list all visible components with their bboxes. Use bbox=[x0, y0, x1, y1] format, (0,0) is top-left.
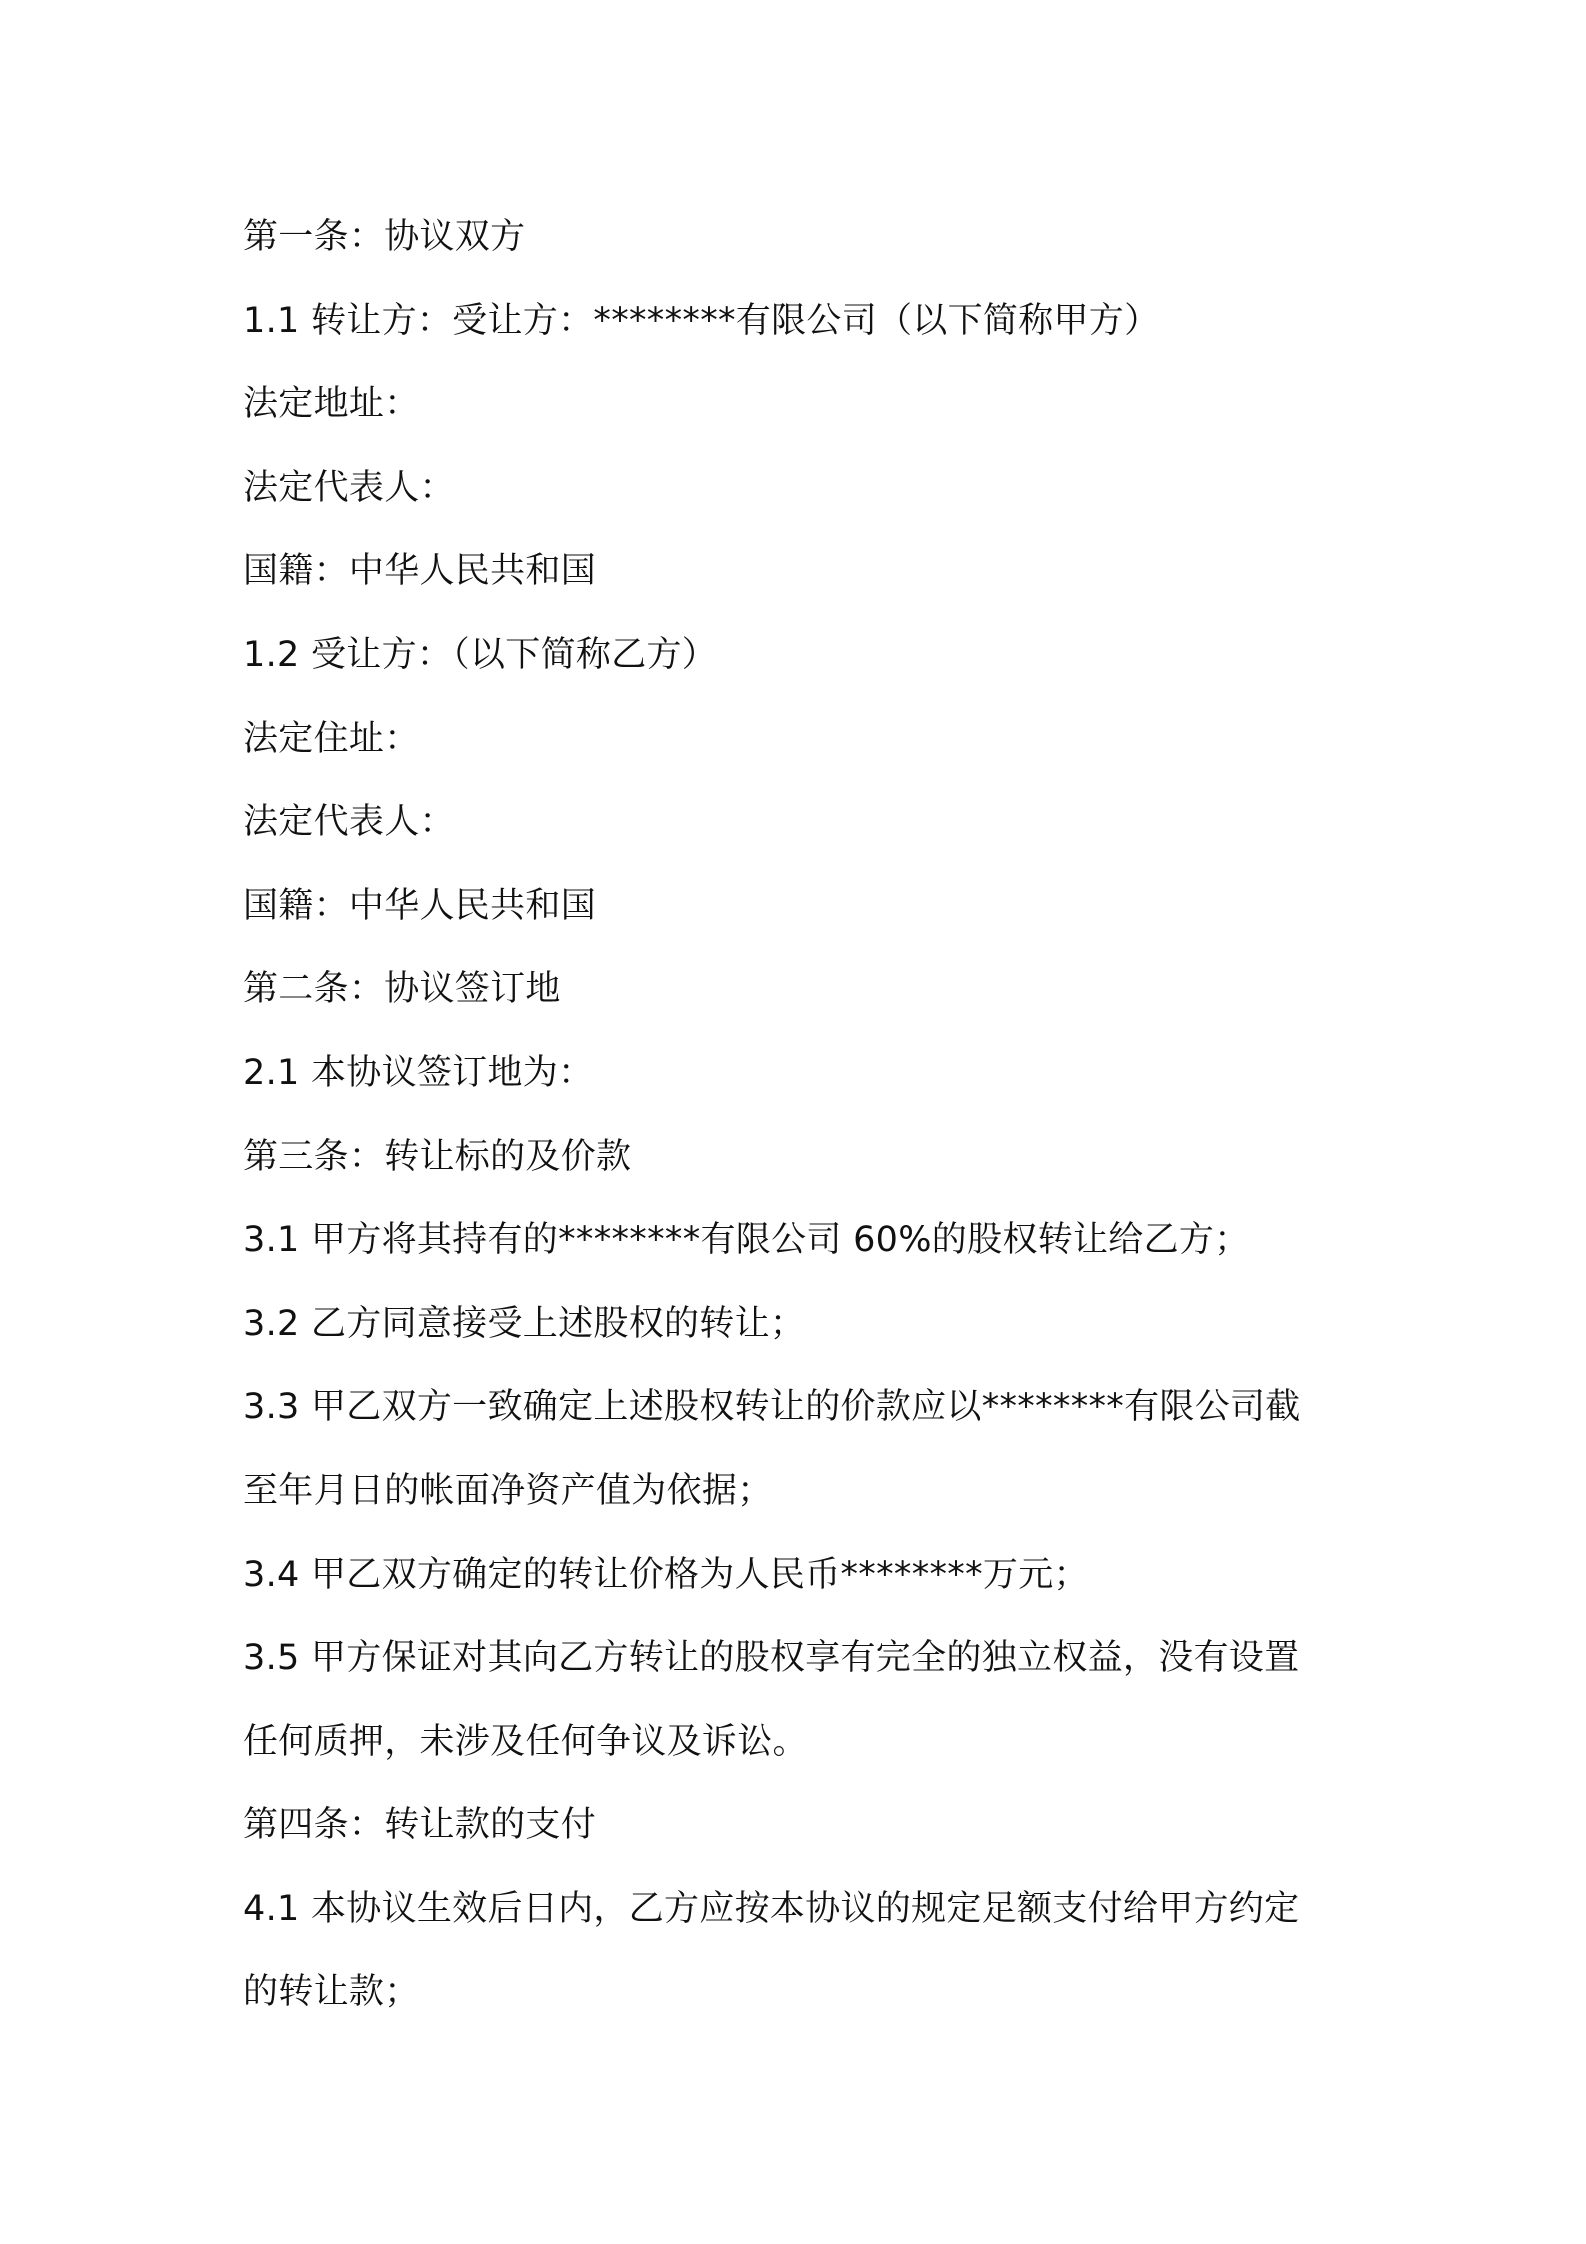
section-heading-3: 第三条：转让标的及价款 bbox=[243, 1136, 632, 1177]
clause-3-5-line-1: 3.5 甲方保证对其向乙方转让的股权享有完全的独立权益，没有设置 bbox=[243, 1638, 1300, 1679]
clause-1-1: 1.1 转让方：受让方：********有限公司（以下简称甲方） bbox=[243, 300, 1160, 341]
document-body bbox=[243, 196, 1363, 2035]
clause-3-3-line-2: 至年月日的帐面净资产值为依据； bbox=[243, 1470, 773, 1511]
section-heading-2: 第二条：协议签订地 bbox=[243, 969, 561, 1010]
field-nationality-a: 国籍：中华人民共和国 bbox=[243, 551, 597, 592]
field-legal-residence: 法定住址： bbox=[243, 718, 420, 759]
clause-1-2: 1.2 受让方：（以下简称乙方） bbox=[243, 634, 718, 675]
clause-4-1-line-1: 4.1 本协议生效后日内，乙方应按本协议的规定足额支付给甲方约定 bbox=[243, 1888, 1300, 1929]
field-legal-representative-b: 法定代表人： bbox=[243, 802, 455, 843]
clause-3-5-line-2: 任何质押，未涉及任何争议及诉讼。 bbox=[243, 1721, 808, 1762]
section-heading-4: 第四条：转让款的支付 bbox=[243, 1805, 597, 1846]
field-legal-representative-a: 法定代表人： bbox=[243, 467, 455, 508]
field-nationality-b: 国籍：中华人民共和国 bbox=[243, 885, 597, 926]
clause-3-3-line-1: 3.3 甲乙双方一致确定上述股权转让的价款应以********有限公司截 bbox=[243, 1387, 1301, 1428]
field-legal-address: 法定地址： bbox=[243, 384, 420, 425]
clause-4-1-line-2: 的转让款； bbox=[243, 1972, 420, 2013]
section-heading-1: 第一条：协议双方 bbox=[243, 217, 526, 257]
clause-3-2: 3.2 乙方同意接受上述股权的转让； bbox=[243, 1303, 806, 1344]
clause-3-4: 3.4 甲乙双方确定的转让价格为人民币********万元； bbox=[243, 1554, 1089, 1595]
clause-3-1: 3.1 甲方将其持有的********有限公司 60%的股权转让给乙方； bbox=[243, 1220, 1250, 1261]
clause-2-1: 2.1 本协议签订地为： bbox=[243, 1052, 594, 1093]
